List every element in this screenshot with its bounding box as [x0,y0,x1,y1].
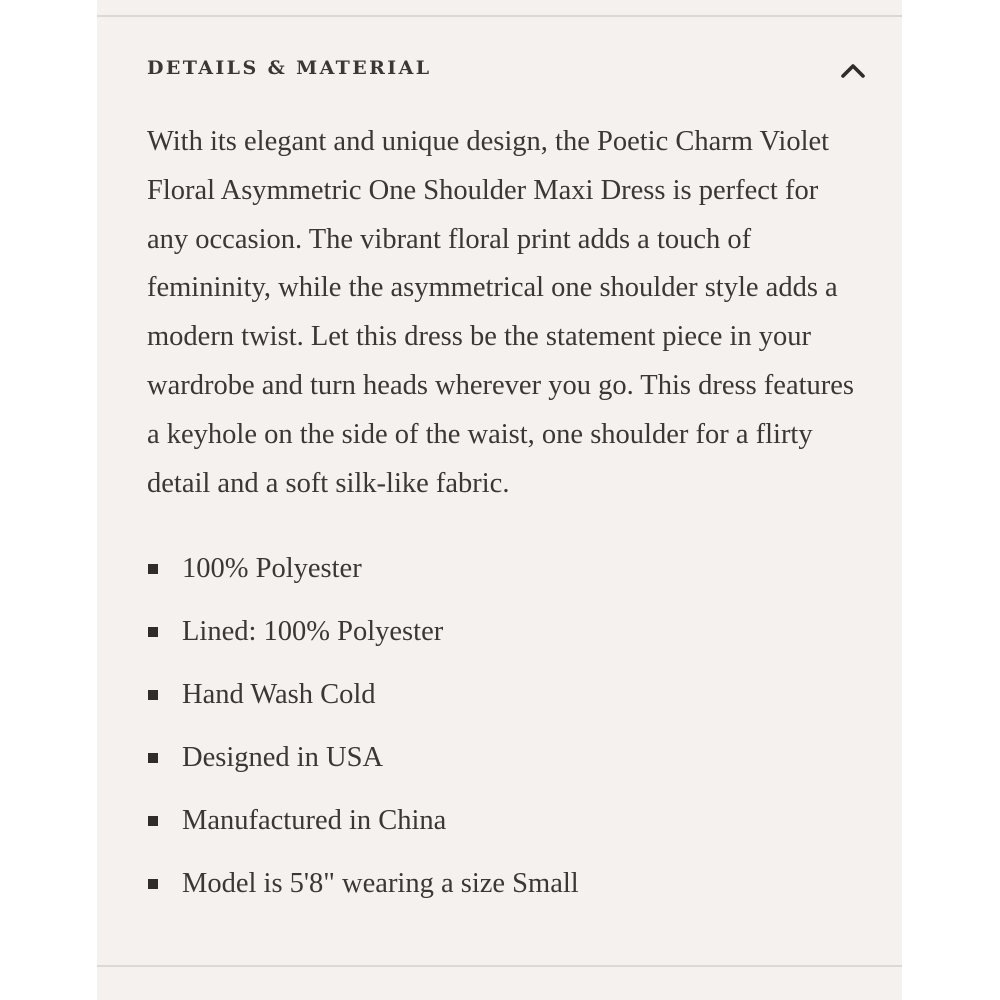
square-bullet-icon [148,690,158,700]
feature-text: Manufactured in China [182,805,447,836]
feature-item [147,789,847,852]
feature-text: Designed in USA [182,742,384,773]
feature-item [147,537,847,600]
feature-text: Lined: 100% Polyester [182,616,444,647]
square-bullet-icon [148,564,158,574]
details-accordion-header[interactable] [97,40,902,100]
bottom-divider [97,965,902,967]
feature-text: Hand Wash Cold [182,679,376,710]
square-bullet-icon [148,627,158,637]
details-accordion-panel [97,0,902,1000]
feature-text: Model is 5'8" wearing a size Small [182,868,579,899]
chevron-up-icon[interactable] [839,58,867,82]
feature-text: 100% Polyester [182,553,362,584]
feature-item [147,726,847,789]
square-bullet-icon [148,753,158,763]
section-title: DETAILS & MATERIAL [147,57,432,79]
square-bullet-icon [148,879,158,889]
square-bullet-icon [148,816,158,826]
top-divider [97,15,902,17]
feature-list [147,537,847,915]
feature-item [147,852,847,915]
feature-item [147,663,847,726]
product-description: With its elegant and unique design, the Poetic Charm Violet Floral Asymmetric One Shoulder Maxi Dress is perfect for any occasion. The vibrant floral print adds a touch of femininity, while the asymmetrical one shoulder style adds a modern twist. Let this dress be the statement piece in your wardrobe and turn heads wherever you go. This dress features a keyhole on the side of the waist, one shoulder for a flirty detail and a soft silk-like fabric. [147,126,854,499]
feature-item [147,600,847,663]
